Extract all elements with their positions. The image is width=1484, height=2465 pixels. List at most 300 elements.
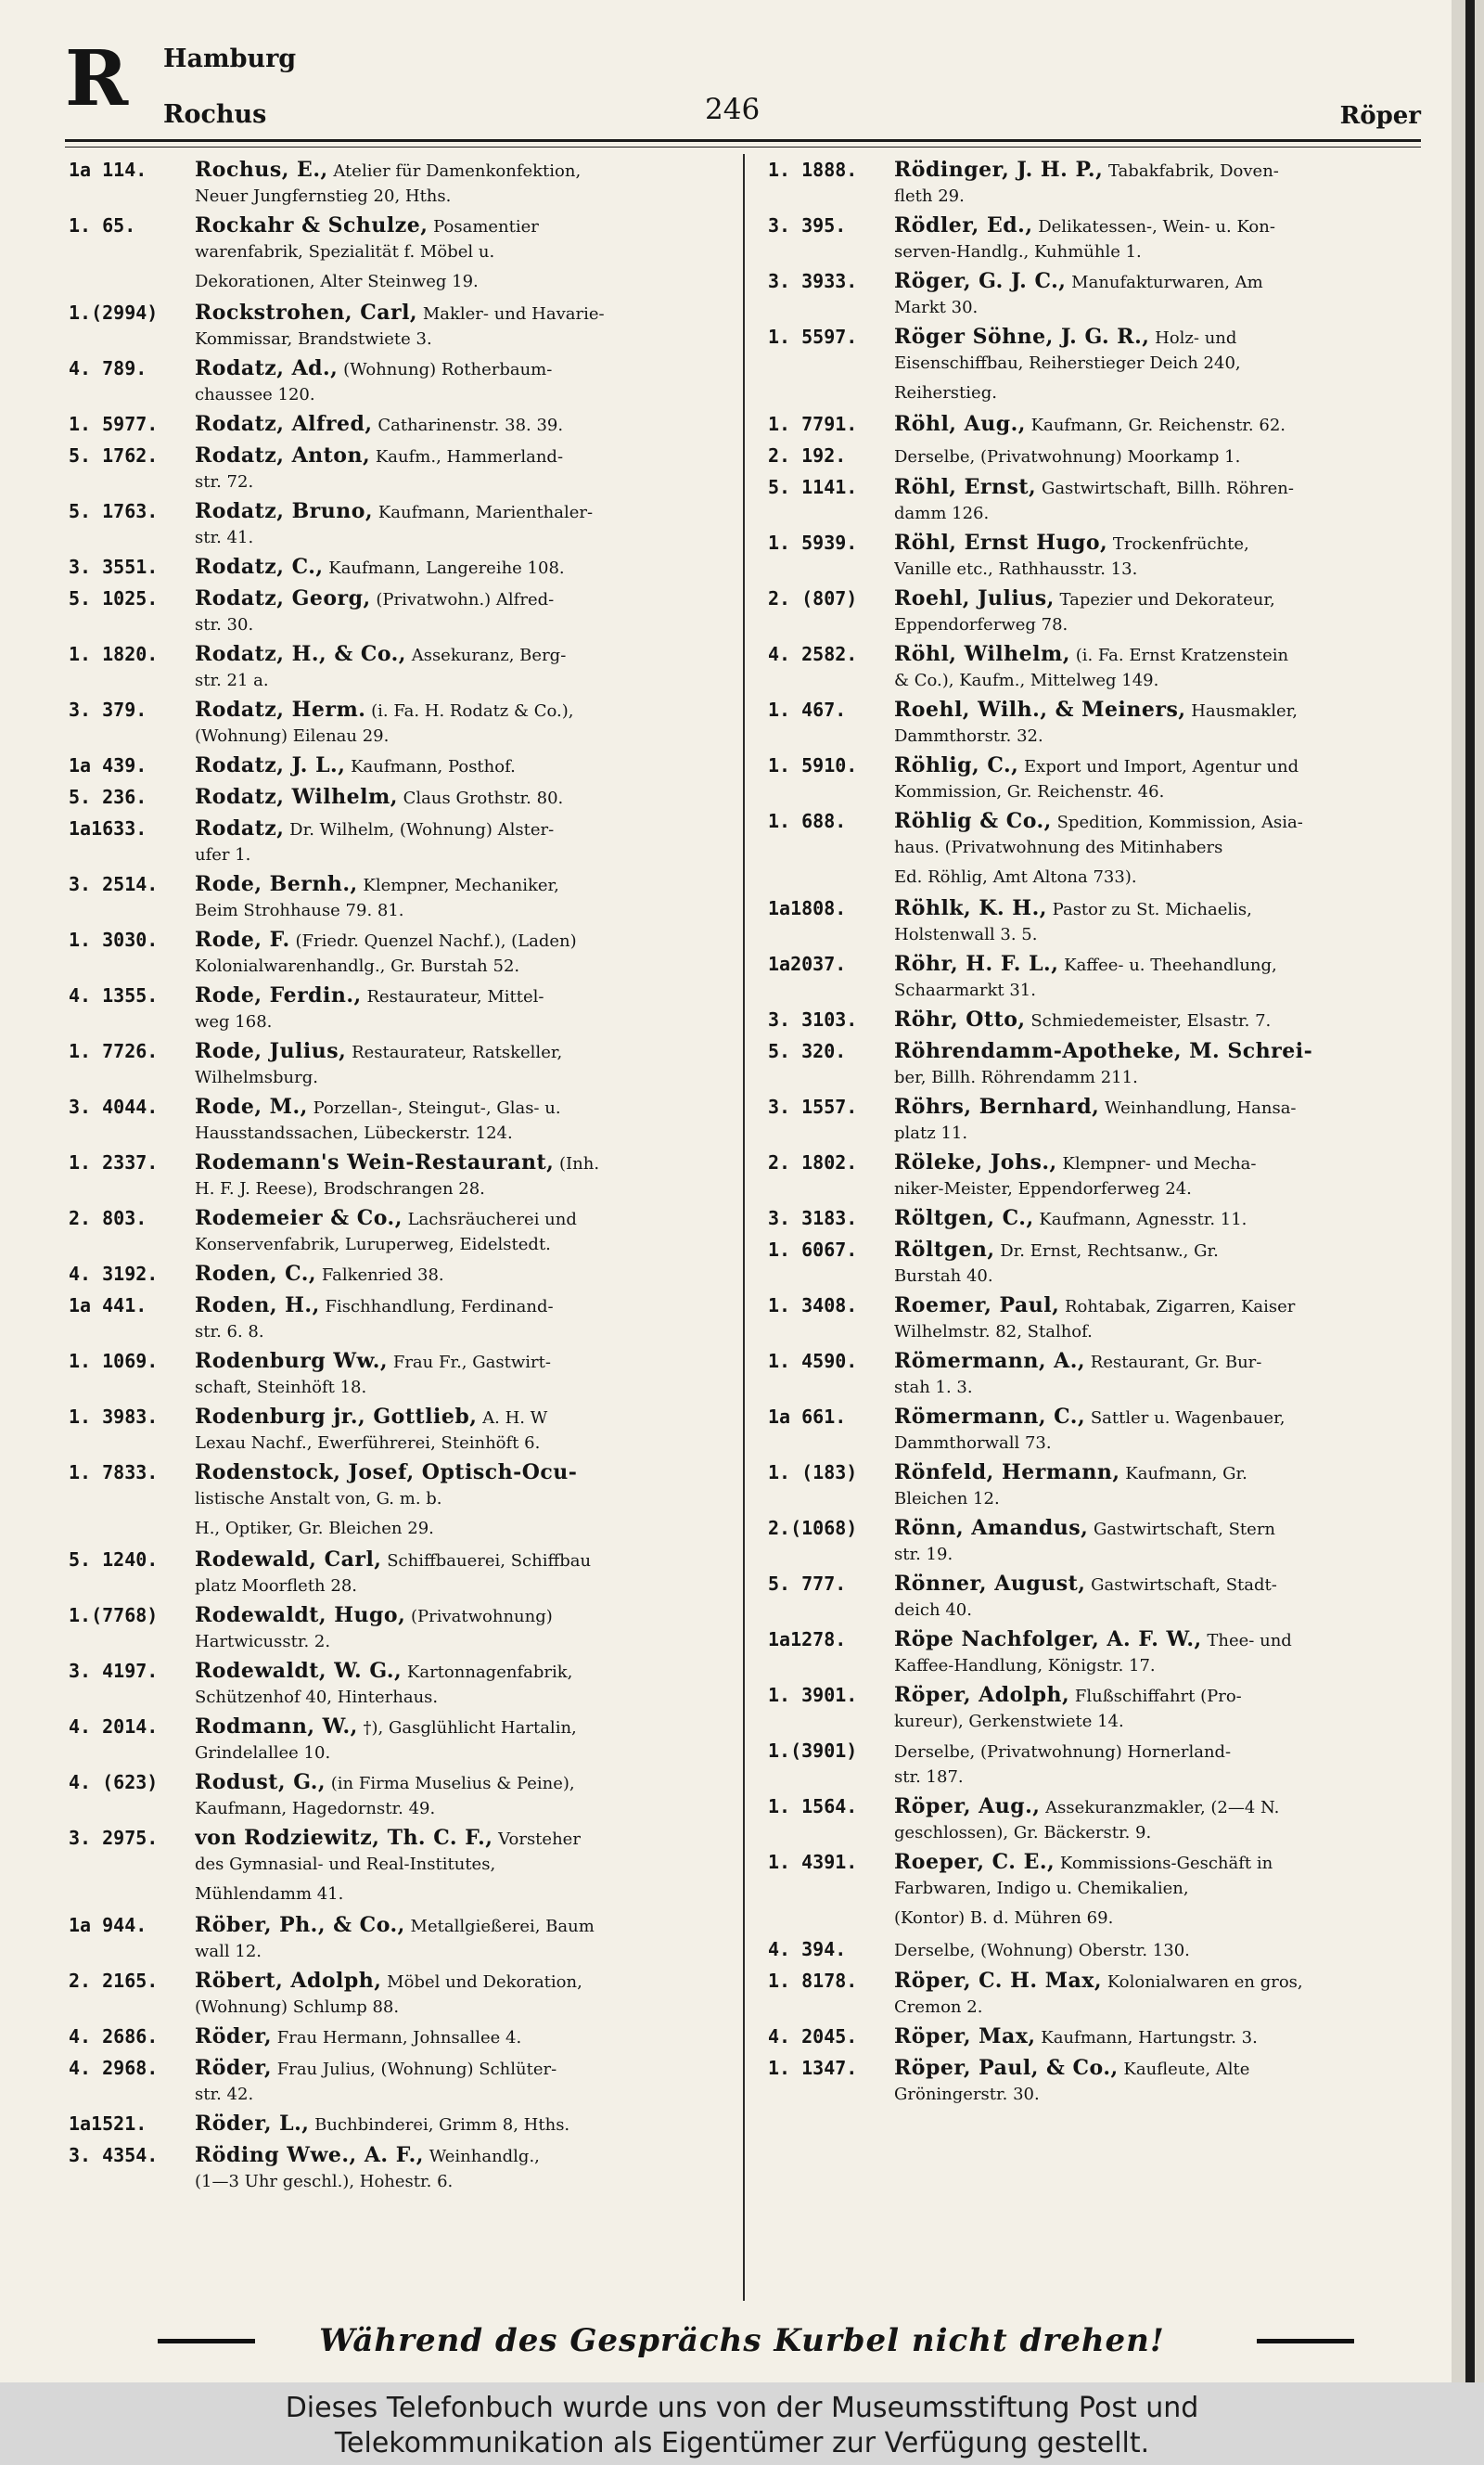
directory-entry [768, 475, 1425, 531]
entry-phone-number: 1a 439. [69, 754, 147, 777]
left-column [69, 158, 729, 2199]
entry-first-line [195, 1913, 729, 1939]
entry-details: Catharinenstr. 38. 39. [377, 416, 564, 435]
entry-continuation: H. F. J. Reese), Brodschrangen 28. [195, 1179, 485, 1199]
section-letter: R [65, 34, 131, 123]
entry-first-line [894, 1516, 1425, 1542]
directory-entry [69, 1516, 729, 1547]
entry-continuation: str. 72. [195, 472, 254, 492]
entry-phone-number: 4. 2014. [69, 1715, 159, 1738]
entry-continuation: str. 6. 8. [195, 1322, 264, 1342]
entry-name: Rodatz, Alfred, [195, 412, 373, 436]
entry-details: Frau Julius, (Wohnung) Schlüter- [276, 2060, 557, 2079]
entry-continuation: Schützenhof 40, Hinterhaus. [195, 1688, 439, 1707]
entry-name: Rodewaldt, Hugo, [195, 1603, 406, 1627]
entry-name: Röhl, Wilhelm, [894, 642, 1070, 666]
entry-details: Holz- und [1155, 328, 1237, 348]
entry-first-line [195, 2143, 729, 2169]
entry-continuation: Cremon 2. [894, 1997, 983, 2017]
entry-phone-number: 1. 7833. [69, 1461, 159, 1483]
directory-entry [768, 1460, 1425, 1516]
entry-details: Rohtabak, Zigarren, Kaiser [1065, 1297, 1296, 1316]
entry-details: Sattler u. Wagenbauer, [1090, 1408, 1286, 1428]
entry-phone-number: 4. 2582. [768, 643, 858, 665]
entry-name: Rockahr & Schulze, [195, 213, 429, 238]
entry-phone-number: 1. 4391. [768, 1851, 858, 1873]
entry-continuation: Beim Strohhause 79. 81. [195, 901, 404, 920]
entry-first-line [195, 1770, 729, 1796]
entry-phone-number: 3. 3103. [768, 1008, 858, 1031]
entry-first-line [894, 1683, 1425, 1709]
directory-entry [69, 213, 729, 269]
entry-name: Römermann, A., [894, 1349, 1086, 1373]
entry-details: Trockenfrüchte, [1112, 534, 1249, 554]
directory-entry [69, 1547, 729, 1603]
entry-first-line [195, 1095, 729, 1121]
entry-name: Rödler, Ed., [894, 213, 1033, 238]
entry-details: Thee- und [1207, 1631, 1292, 1650]
entry-name: Röhlig & Co., [894, 809, 1052, 833]
entry-details: Makler- und Havarie- [422, 304, 605, 324]
directory-entry [768, 1095, 1425, 1150]
directory-entry [768, 586, 1425, 642]
entry-name: Rodust, G., [195, 1770, 326, 1794]
entry-phone-number: 2. 2165. [69, 1970, 159, 1992]
entry-name: Rodatz, [195, 816, 285, 841]
entry-first-line [894, 531, 1425, 557]
entry-details: Gastwirtschaft, Stadt- [1091, 1575, 1277, 1595]
entry-details: Klempner, Mechaniker, [363, 876, 559, 895]
entry-name: Röhrs, Bernhard, [894, 1095, 1100, 1119]
entry-name: Roden, C., [195, 1262, 317, 1286]
entry-first-line [894, 698, 1425, 724]
directory-entry [768, 1039, 1425, 1095]
entry-name: Röhr, H. F. L., [894, 952, 1059, 976]
directory-entry [69, 2112, 729, 2143]
directory-entry [768, 1405, 1425, 1460]
directory-entry [69, 1206, 729, 1262]
entry-first-line [894, 325, 1425, 351]
entry-details: Vorsteher [498, 1829, 581, 1849]
entry-name: Röhl, Aug., [894, 412, 1026, 436]
entry-details: (Wohnung) Rotherbaum- [343, 360, 553, 379]
entry-name: Rodatz, Anton, [195, 443, 371, 468]
entry-phone-number: 1. 5977. [69, 413, 159, 435]
entry-details: (Privatwohn.) Alfred- [376, 590, 555, 610]
directory-entry [768, 2024, 1425, 2056]
entry-name: Roeper, C. E., [894, 1850, 1055, 1874]
entry-continuation: Vanille etc., Rathhausstr. 13. [894, 559, 1138, 579]
entry-name: Rodemann's Wein-Restaurant, [195, 1150, 555, 1175]
directory-entry [69, 412, 729, 443]
entry-phone-number: 1. 5597. [768, 326, 858, 348]
entry-first-line [894, 1349, 1425, 1375]
entry-phone-number: 1. 4590. [768, 1350, 858, 1372]
entry-name: Röder, L., [195, 2112, 310, 2136]
entry-details: (Friedr. Quenzel Nachf.), (Laden) [295, 931, 577, 951]
entry-phone-number: 5. 1762. [69, 444, 159, 467]
entry-details: Kaufleute, Alte [1123, 2060, 1250, 2079]
entry-continuation: Schaarmarkt 31. [894, 981, 1036, 1000]
entry-phone-number: 1a1278. [768, 1628, 847, 1650]
directory-entry [768, 1150, 1425, 1206]
entry-phone-number: 1. 6067. [768, 1239, 858, 1261]
entry-phone-number: 1a 441. [69, 1294, 147, 1316]
entry-name: Röbert, Adolph, [195, 1969, 382, 1993]
directory-entry [69, 1405, 729, 1460]
directory-entry [768, 896, 1425, 952]
entry-details: Manufakturwaren, Am [1071, 273, 1263, 292]
directory-entry [69, 301, 729, 356]
entry-continuation: Dammthorstr. 32. [894, 726, 1043, 746]
entry-details: Assekuranzmakler, (2—4 N. [1045, 1798, 1280, 1817]
entry-details: Tabakfabrik, Doven- [1107, 161, 1279, 181]
footer-bar-right [1257, 2339, 1354, 2343]
directory-entry [69, 1913, 729, 1969]
entry-continuation: Markt 30. [894, 298, 979, 317]
directory-entry [768, 952, 1425, 1008]
entry-first-line [195, 301, 729, 327]
entry-name: Roehl, Julius, [894, 586, 1055, 610]
entry-phone-number: 1a2037. [768, 953, 847, 975]
entry-details: Kaufmann, Agnesstr. 11. [1039, 1210, 1247, 1229]
entry-phone-number: 4. 2686. [69, 2025, 159, 2048]
directory-entry [768, 531, 1425, 586]
entry-details: Spedition, Kommission, Asia- [1056, 813, 1303, 832]
entry-continuation: (Kontor) B. d. Mühren 69. [894, 1908, 1114, 1928]
entry-name: Römermann, C., [894, 1405, 1086, 1429]
entry-name: Rode, Bernh., [195, 872, 358, 896]
entry-details: Derselbe, (Privatwohnung) Hornerland- [894, 1742, 1232, 1762]
entry-name: Röding Wwe., A. F., [195, 2143, 424, 2167]
directory-entry [69, 1095, 729, 1150]
entry-details: Möbel und Dekoration, [387, 1972, 582, 1992]
entry-phone-number: 5. 1025. [69, 587, 159, 610]
entry-first-line [195, 356, 729, 382]
entry-phone-number: 3. 395. [768, 214, 847, 237]
entry-phone-number: 1. 7726. [69, 1040, 159, 1062]
directory-entry [768, 1516, 1425, 1572]
entry-continuation: haus. (Privatwohnung des Mitinhabers [894, 838, 1223, 857]
entry-details: (in Firma Muselius & Peine), [330, 1774, 575, 1793]
directory-entry [768, 1572, 1425, 1627]
entry-first-line [195, 2112, 729, 2138]
directory-entry [69, 1039, 729, 1095]
entry-phone-number: 2. 1802. [768, 1151, 858, 1174]
entry-details: Kaufmann, Hartungstr. 3. [1041, 2028, 1258, 2048]
entry-details: Dr. Wilhelm, (Wohnung) Alster- [289, 820, 555, 840]
entry-continuation: Kaufmann, Hagedornstr. 49. [195, 1799, 436, 1818]
entry-details: Flußschiffahrt (Pro- [1074, 1687, 1242, 1706]
entry-first-line [894, 586, 1425, 612]
directory-entry [768, 1937, 1425, 1969]
entry-first-line [195, 158, 729, 184]
entry-first-line [195, 586, 729, 612]
entry-first-line [195, 443, 729, 469]
entry-first-line [894, 1850, 1425, 1876]
entry-name: Rode, M., [195, 1095, 308, 1119]
entry-first-line [195, 1349, 729, 1375]
entry-details: Gastwirtschaft, Billh. Röhren- [1041, 479, 1294, 498]
entry-details: Kaufmann, Gr. Reichenstr. 62. [1030, 416, 1286, 435]
entry-first-line [894, 2024, 1425, 2050]
entry-details: Hausmakler, [1191, 701, 1298, 721]
credit-line-1: Dieses Telefonbuch wurde uns von der Museumsstiftung Post und [285, 2392, 1199, 2424]
entry-details: Frau Fr., Gastwirt- [392, 1353, 551, 1372]
entry-continuation: str. 187. [894, 1767, 964, 1787]
entry-details: Gastwirtschaft, Stern [1094, 1520, 1276, 1539]
entry-name: Rodmann, W., [195, 1714, 358, 1739]
directory-entry [69, 158, 729, 213]
entry-first-line [894, 1150, 1425, 1176]
entry-first-line [894, 158, 1425, 184]
directory-entry [69, 1969, 729, 2024]
entry-name: Röder, [195, 2056, 272, 2080]
entry-phone-number: 3. 4044. [69, 1096, 159, 1118]
directory-entry [69, 2056, 729, 2112]
entry-first-line [894, 952, 1425, 978]
directory-entry [69, 1293, 729, 1349]
entry-phone-number: 2. 803. [69, 1207, 147, 1229]
entry-details: Kolonialwaren en gros, [1107, 1972, 1303, 1992]
entry-phone-number: 3. 2975. [69, 1827, 159, 1849]
entry-first-line [894, 1572, 1425, 1598]
entry-continuation: H., Optiker, Gr. Bleichen 29. [195, 1519, 434, 1538]
directory-entry [69, 1881, 729, 1913]
entry-continuation: chaussee 120. [195, 385, 315, 404]
entry-name: Röper, Adolph, [894, 1683, 1070, 1707]
entry-phone-number: 5. 1763. [69, 500, 159, 522]
directory-entry [69, 753, 729, 785]
entry-first-line [894, 1293, 1425, 1319]
entry-continuation: str. 30. [195, 615, 254, 635]
entry-first-line [195, 698, 729, 724]
entry-first-line [894, 1206, 1425, 1232]
credit-line-2: Telekommunikation als Eigentümer zur Verfügung gestellt. [334, 2427, 1150, 2459]
entry-continuation: (Wohnung) Schlump 88. [195, 1997, 400, 2017]
entry-details: A. H. W [482, 1408, 548, 1428]
entry-continuation: Kaffee-Handlung, Königstr. 17. [894, 1656, 1156, 1675]
entry-continuation: weg 168. [195, 1012, 273, 1032]
entry-first-line [894, 809, 1425, 835]
entry-continuation: Eisenschiffbau, Reiherstieger Deich 240, [894, 353, 1241, 373]
directory-entry [768, 158, 1425, 213]
entry-continuation: Kolonialwarenhandlg., Gr. Burstah 52. [195, 956, 520, 976]
entry-details: Atelier für Damenkonfektion, [333, 161, 582, 181]
entry-continuation: des Gymnasial- und Real-Institutes, [195, 1855, 496, 1874]
entry-continuation: wall 12. [195, 1942, 262, 1961]
directory-entry [768, 1349, 1425, 1405]
entry-details: Klempner- und Mecha- [1062, 1154, 1257, 1174]
entry-phone-number: 1. 1888. [768, 159, 858, 181]
directory-entry [768, 412, 1425, 443]
entry-details: Kaufm., Hammerland- [375, 447, 564, 467]
entry-first-line [894, 1969, 1425, 1995]
directory-entry [69, 872, 729, 928]
entry-phone-number: 2. 192. [768, 444, 847, 467]
entry-phone-number: 5. 777. [768, 1573, 847, 1595]
entry-name: Rödinger, J. H. P., [894, 158, 1104, 182]
entry-name: Rönner, August, [894, 1572, 1086, 1596]
directory-entry [69, 698, 729, 753]
entry-continuation: Hartwicusstr. 2. [195, 1632, 331, 1651]
entry-phone-number: 1. 1347. [768, 2057, 858, 2079]
entry-phone-number: 1. 1069. [69, 1350, 159, 1372]
entry-details: Buchbinderei, Grimm 8, Hths. [314, 2115, 570, 2135]
entry-details: Metallgießerei, Baum [410, 1917, 595, 1936]
entry-phone-number: 1a 114. [69, 159, 147, 181]
entry-continuation: stah 1. 3. [894, 1378, 973, 1397]
entry-continuation: Lexau Nachf., Ewerführerei, Steinhöft 6. [195, 1433, 541, 1453]
entry-details: Assekuranz, Berg- [411, 646, 567, 665]
entry-first-line [894, 412, 1425, 438]
entry-phone-number: 1. 7791. [768, 413, 858, 435]
entry-first-line [894, 1794, 1425, 1820]
entry-first-line [195, 928, 729, 954]
last-entry-keyword: Röper [1339, 102, 1421, 130]
directory-entry [69, 1460, 729, 1516]
entry-details: Delikatessen-, Wein- u. Kon- [1038, 217, 1275, 237]
entry-name: Rodatz, Ad., [195, 356, 339, 380]
entry-details: Kaufmann, Langereihe 108. [328, 558, 565, 578]
entry-continuation: (1—3 Uhr geschl.), Hohestr. 6. [195, 2172, 454, 2191]
entry-phone-number: 4. 789. [69, 357, 147, 379]
entry-name: Röper, Paul, & Co., [894, 2056, 1119, 2080]
entry-details: Weinhandlg., [429, 2147, 540, 2166]
entry-first-line [195, 1714, 729, 1740]
entry-continuation: Bleichen 12. [894, 1489, 1000, 1509]
entry-details: Derselbe, (Wohnung) Oberstr. 130. [894, 1941, 1190, 1960]
entry-name: Roehl, Wilh., & Meiners, [894, 698, 1186, 722]
entry-first-line [894, 1937, 1425, 1963]
entry-first-line [894, 475, 1425, 501]
directory-entry [768, 325, 1425, 380]
entry-continuation: Wilhelmstr. 82, Stalhof. [894, 1322, 1093, 1342]
entry-continuation: str. 42. [195, 2085, 254, 2104]
directory-entry [69, 642, 729, 698]
directory-entry [69, 1714, 729, 1770]
entry-continuation: Gröningerstr. 30. [894, 2085, 1040, 2104]
entry-phone-number: 5. 1141. [768, 476, 858, 498]
entry-name: Rode, Julius, [195, 1039, 347, 1063]
directory-entry [768, 269, 1425, 325]
entry-details: (Privatwohnung) [410, 1607, 553, 1626]
entry-name: Rodatz, C., [195, 555, 324, 579]
entry-continuation: niker-Meister, Eppendorferweg 24. [894, 1179, 1192, 1199]
entry-name: Roden, H., [195, 1293, 320, 1317]
entry-name: Röhlig, C., [894, 753, 1019, 777]
directory-entry [768, 1794, 1425, 1850]
directory-entry [768, 753, 1425, 809]
entry-continuation: Kommissar, Brandstwiete 3. [195, 329, 432, 349]
entry-first-line [894, 269, 1425, 295]
entry-phone-number: 1.(3901) [768, 1740, 858, 1762]
entry-name: Roemer, Paul, [894, 1293, 1060, 1317]
entry-phone-number: 3. 379. [69, 699, 147, 721]
credit-banner [0, 2382, 1484, 2465]
entry-phone-number: 1. 5939. [768, 532, 858, 554]
entry-name: Rode, Ferdin., [195, 983, 362, 1008]
entry-first-line [894, 1460, 1425, 1486]
directory-entry [69, 983, 729, 1039]
entry-continuation: ufer 1. [195, 845, 251, 865]
entry-name: Röhrendamm-Apotheke, M. Schrei- [894, 1039, 1313, 1063]
entry-phone-number: 4. 2968. [69, 2057, 159, 2079]
entry-phone-number: 1a1633. [69, 817, 147, 840]
entry-phone-number: 1. 467. [768, 699, 847, 721]
directory-entry [69, 1826, 729, 1881]
entry-first-line [195, 2056, 729, 2082]
directory-entry [69, 1659, 729, 1714]
entry-name: Rönn, Amandus, [894, 1516, 1089, 1540]
entry-continuation: Wilhelmsburg. [195, 1068, 318, 1087]
entry-name: Rodenstock, Josef, Optisch-Ocu- [195, 1460, 578, 1484]
entry-name: Rodemeier & Co., [195, 1206, 403, 1230]
entry-continuation: Hausstandssachen, Lübeckerstr. 124. [195, 1123, 513, 1143]
directory-entry [768, 865, 1425, 896]
directory-entry [768, 1906, 1425, 1937]
entry-details: Restaurateur, Mittel- [366, 987, 544, 1007]
entry-phone-number: 1. 3901. [768, 1684, 858, 1706]
entry-details: Kartonnagenfabrik, [406, 1663, 573, 1682]
entry-name: Röger Söhne, J. G. R., [894, 325, 1150, 349]
directory-entry [69, 356, 729, 412]
entry-continuation: Grindelallee 10. [195, 1743, 331, 1763]
directory-entry [768, 213, 1425, 269]
entry-details: †), Gasglühlicht Hartalin, [363, 1718, 577, 1738]
entry-name: Rönfeld, Hermann, [894, 1460, 1120, 1484]
entry-details: (i. Fa. H. Rodatz & Co.), [371, 701, 574, 721]
entry-first-line [894, 1405, 1425, 1431]
directory-entry [69, 1603, 729, 1659]
entry-first-line [195, 983, 729, 1009]
entry-first-line [195, 1547, 729, 1573]
directory-entry [768, 1293, 1425, 1349]
entry-details: Schiffbauerei, Schiffbau [387, 1551, 592, 1571]
entry-details: Fischhandlung, Ferdinand- [325, 1297, 554, 1316]
entry-details: Export und Import, Agentur und [1024, 757, 1299, 777]
entry-continuation: listische Anstalt von, G. m. b. [195, 1489, 442, 1509]
entry-first-line [195, 2024, 729, 2050]
entry-first-line [894, 2056, 1425, 2082]
entry-phone-number: 1. 65. [69, 214, 136, 237]
entry-phone-number: 4. 394. [768, 1938, 847, 1960]
entry-continuation: platz 11. [894, 1123, 968, 1143]
entry-first-line [195, 1405, 729, 1431]
entry-name: Rodenburg Ww., [195, 1349, 389, 1373]
entry-first-line [894, 443, 1425, 469]
entry-phone-number: 2.(1068) [768, 1517, 858, 1539]
entry-phone-number: 1. (183) [768, 1461, 858, 1483]
entry-continuation: str. 19. [894, 1545, 953, 1564]
entry-phone-number: 1a1521. [69, 2112, 147, 2135]
entry-name: Röleke, Johs., [894, 1150, 1057, 1175]
entry-name: Rodatz, Herm. [195, 698, 366, 722]
entry-first-line [195, 1206, 729, 1232]
entry-first-line [894, 1739, 1425, 1765]
entry-phone-number: 1.(7768) [69, 1604, 159, 1626]
entry-name: Röper, C. H. Max, [894, 1969, 1103, 1993]
entry-phone-number: 1a1808. [768, 897, 847, 919]
column-divider [743, 154, 745, 2301]
first-entry-keyword: Rochus [163, 100, 267, 129]
directory-entry [768, 809, 1425, 865]
entry-details: Kaufmann, Posthof. [351, 757, 516, 777]
city-heading: Hamburg [163, 45, 297, 73]
directory-entry [768, 380, 1425, 412]
entry-name: Rockstrohen, Carl, [195, 301, 418, 325]
entry-details: Pastor zu St. Michaelis, [1052, 900, 1252, 919]
